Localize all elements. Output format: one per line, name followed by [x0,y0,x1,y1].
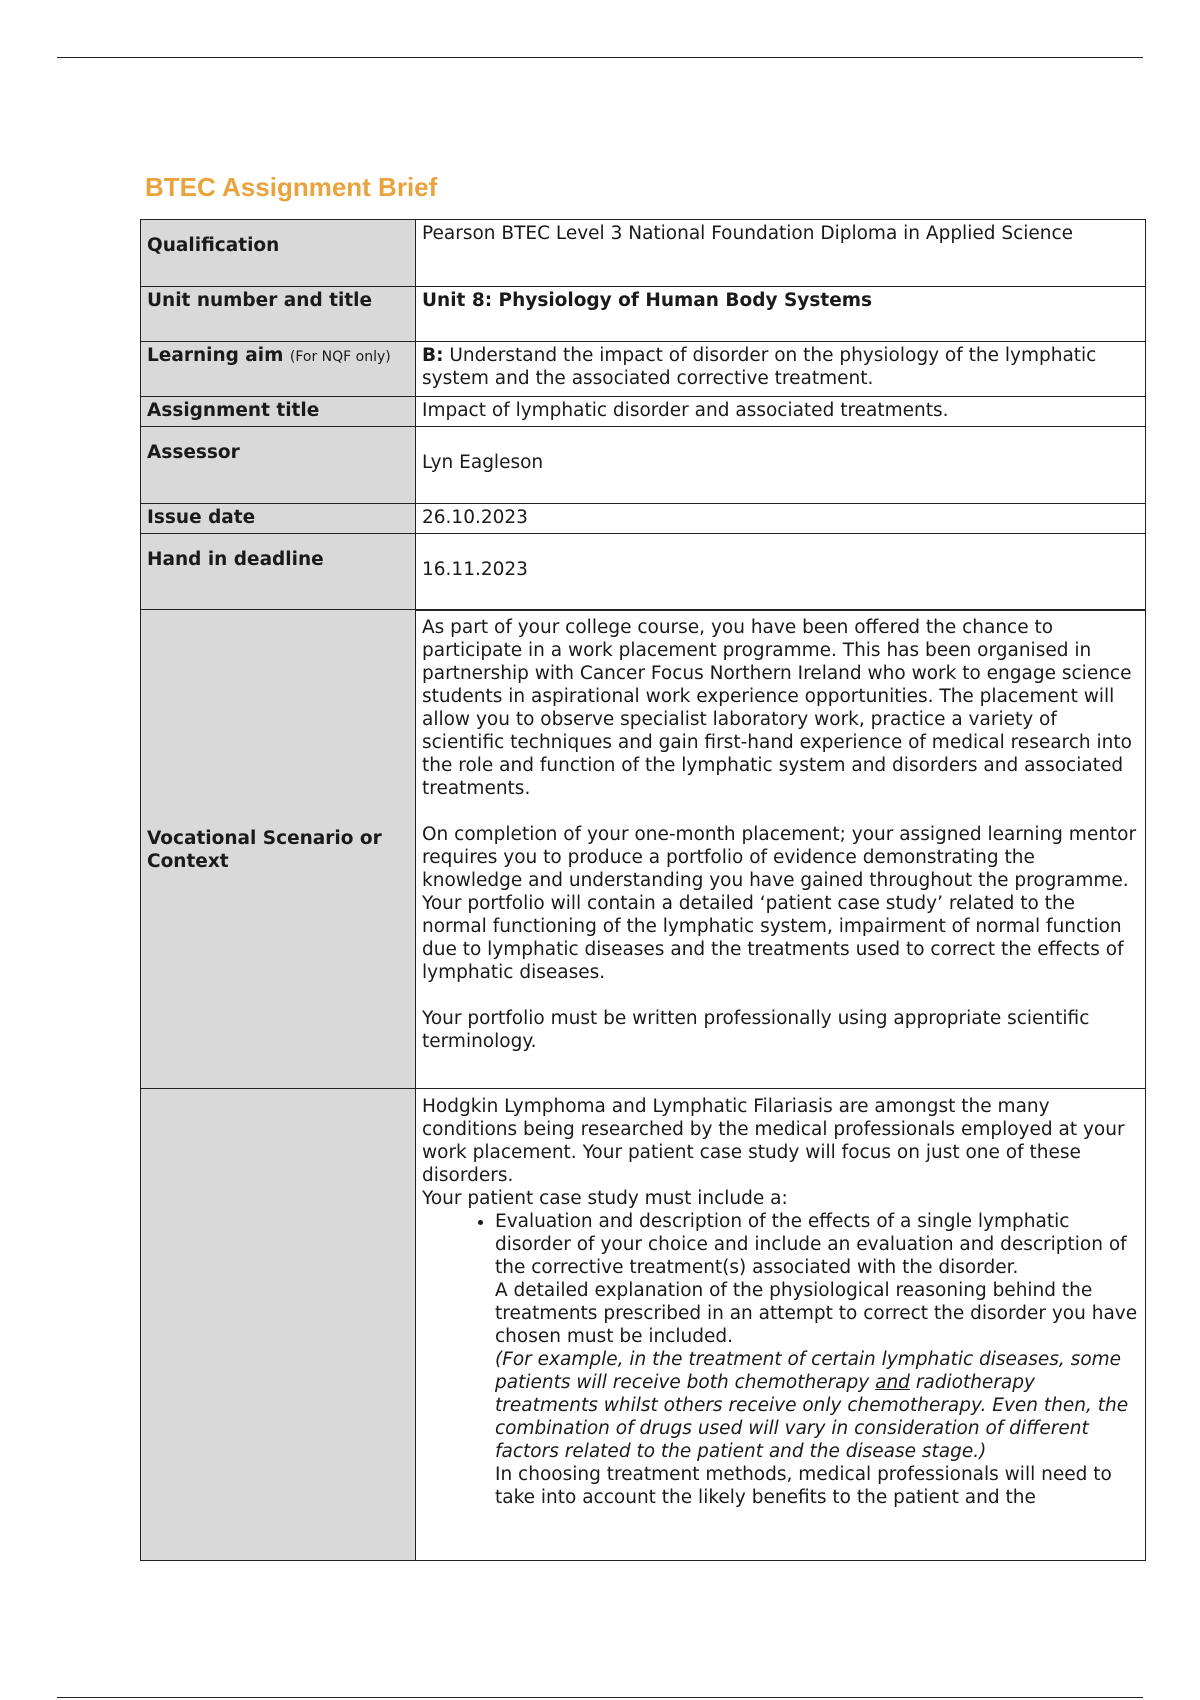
scenario-text [416,610,1146,1089]
assignment-title-label: Assignment title [141,397,416,427]
task-closing: In choosing treatment methods, medical professionals will need to take into account the likely benefits to the patient and the [495,1464,1112,1508]
learning-aim-prefix: B: [422,345,444,366]
table-row [141,342,1146,397]
table-row [141,1089,1146,1561]
scenario-label: Vocational Scenario or Context [141,610,416,1089]
task-bullet-text: • Evaluation and description of the effects of a single lymphatic disorder of your choice and include an evaluation and description of the corrective treatment(s) associated with the disorder. [495,1211,1127,1278]
table-row [141,504,1146,534]
document-title: BTEC Assignment Brief [145,172,438,202]
deadline-value: 16.11.2023 [416,534,1146,611]
task-example-before: (For example, in the treatment of certain lymphatic diseases, some patients will receive both chemotherapy [495,1349,1122,1393]
task-example-and: and [875,1372,910,1393]
table-row [141,427,1146,504]
table-row [141,287,1146,342]
issue-date-value: 26.10.2023 [416,504,1146,534]
task-example [495,1348,1139,1463]
qualification-label: Qualification [141,220,416,287]
task-intro: Hodgkin Lymphoma and Lymphatic Filariasis are amongst the many conditions being researched by the medical professionals employed at your work placement. Your patient case study will focus on just one of these disorders. [422,1096,1125,1186]
task-bullet-list [422,1210,1139,1509]
assessor-label: Assessor [141,427,416,504]
deadline-label: Hand in deadline [141,534,416,611]
scenario-paragraph: Your portfolio must be written professionally using appropriate scientific terminology. [422,1008,1090,1052]
unit-label: Unit number and title [141,287,416,342]
scenario-table [140,609,1146,1561]
table-row [141,610,1146,1089]
list-item [495,1210,1139,1509]
learning-aim-label: Learning aim [147,345,284,366]
learning-aim-value: Understand the impact of disorder on the physiology of the lymphatic system and the associated corrective treatment. [422,345,1097,389]
qualification-value: Pearson BTEC Level 3 National Foundation Diploma in Applied Science [416,220,1146,287]
task-example-after: radiotherapy treatments whilst others receive only chemotherapy. Even then, the combination of drugs used will vary in consideration of different factors related to the patient and the disease stage.) [495,1372,1129,1462]
scenario-paragraph: On completion of your one-month placement; your assigned learning mentor requires you to produce a portfolio of evidence demonstrating the knowledge and understanding you have gained throughout the programme. Your portfolio will contain a detailed ‘patient case study’ related to the normal functioning of the lymphatic system, impairment of normal function due to lymphatic diseases and the treatments used to correct the effects of lymphatic diseases. [422,824,1137,983]
unit-value: Unit 8: Physiology of Human Body Systems [416,287,1146,342]
header-rule [57,57,1143,58]
learning-aim-note: (For NQF only) [289,349,391,365]
task-text [416,1089,1146,1561]
assessor-value: Lyn Eagleson [416,427,1146,504]
task-label-cell [141,1089,416,1561]
table-row [141,397,1146,427]
task-explanation: A detailed explanation of the physiological reasoning behind the treatments prescribed in an attempt to correct the disorder you have chosen must be included. [495,1280,1138,1347]
learning-aim-label-cell [141,342,416,397]
table-row [141,220,1146,287]
assignment-info-table [140,219,1146,611]
table-row [141,534,1146,611]
footer-rule [57,1697,1143,1698]
scenario-paragraph: As part of your college course, you have been offered the chance to participate in a work placement programme. This has been organised in partnership with Cancer Focus Northern Ireland who work to engage science students in aspirational work experience opportunities. The placement will allow you to observe specialist laboratory work, practice a variety of scientific techniques and gain first-hand experience of medical research into the role and function of the lymphatic system and disorders and associated treatments. [422,617,1132,799]
task-include-line: Your patient case study must include a: [422,1188,788,1209]
issue-date-label: Issue date [141,504,416,534]
learning-aim-value-cell [416,342,1146,397]
assignment-title-value: Impact of lymphatic disorder and associated treatments. [416,397,1146,427]
